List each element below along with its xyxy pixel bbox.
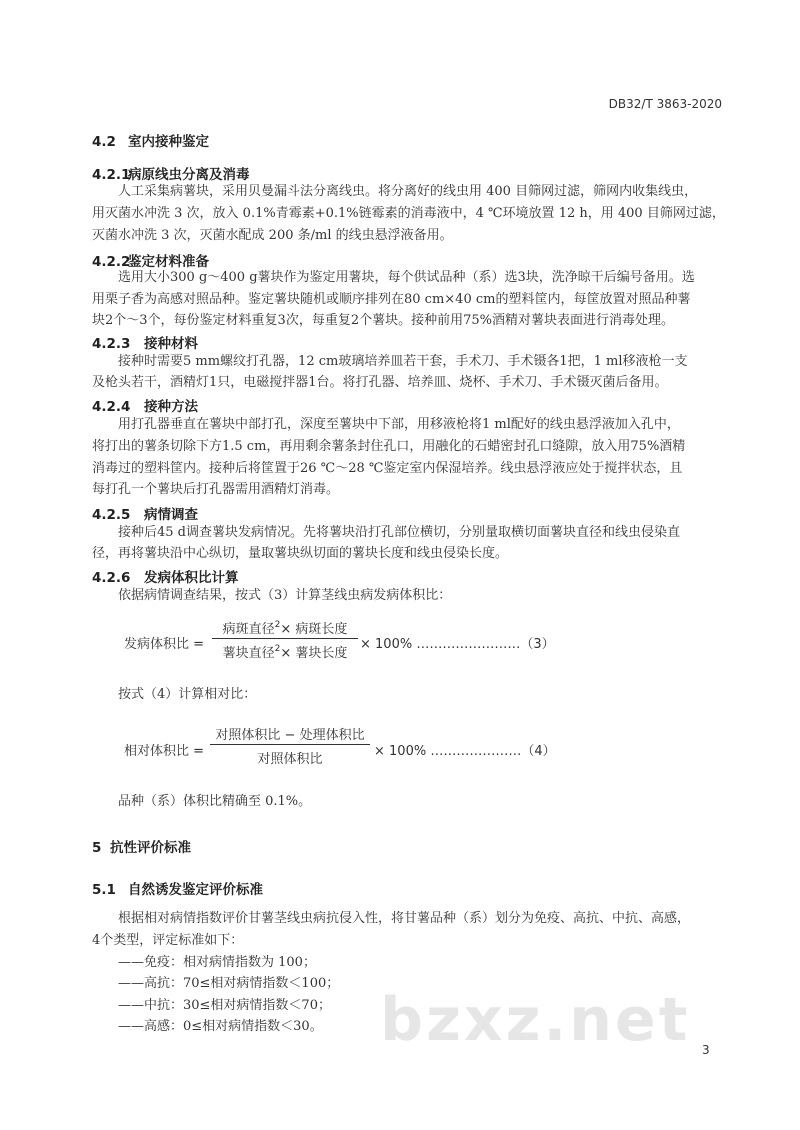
list-item: ——免疫：相对病情指数为 100；: [118, 955, 316, 970]
section-number: 4.2.4: [92, 399, 131, 415]
section-4-2-heading: [92, 130, 209, 150]
formula-3-lhs: 发病体积比 =: [124, 637, 205, 652]
section-4-2-6-heading: [92, 566, 239, 586]
section-number: 4.2.1: [92, 167, 131, 183]
section-number: 4.2: [92, 134, 116, 150]
section-number: 4.2.6: [92, 570, 131, 586]
formula-term: 病斑直径: [222, 622, 275, 637]
paragraph-line: 用打孔器垂直在薯块中部打孔，深度至薯块中下部，用移液枪将1 ml配好的线虫悬浮液加入孔中，: [118, 417, 680, 432]
paragraph-line: 块2个～3个，每份鉴定材料重复3次，每重复2个薯块。接种前用75%酒精对薯块表面进行消毒处理。: [92, 313, 674, 328]
section-4-2-2-heading: [92, 250, 209, 270]
formula-4-fraction: [210, 724, 370, 768]
section-4-2-1-heading: [92, 163, 250, 183]
formula-4-lhs: 相对体积比 =: [124, 744, 205, 759]
section-title: 发病体积比计算: [144, 570, 239, 586]
section-title: 自然诱发鉴定评价标准: [128, 882, 263, 898]
section-title: 接种方法: [144, 399, 198, 415]
formula-3-denominator: [212, 639, 358, 662]
section-4-2-3-heading: [92, 332, 198, 352]
formula-3-numerator: [212, 618, 358, 638]
paragraph-line: 灭菌水冲洗 3 次，灭菌水配成 200 条/ml 的线虫悬浮液备用。: [92, 228, 453, 243]
paragraph-line: 接种后45 d调查薯块发病情况。先将薯块沿打孔部位横切，分别量取横切面薯块直径和线虫侵染直: [118, 525, 680, 540]
formula-term: × 薯块长度: [280, 646, 348, 661]
watermark: bzxz.net: [380, 985, 691, 1055]
paragraph-line: 用栗子香为高感对照品种。鉴定薯块随机或顺序排列在80 cm×40 cm的塑料筐内，每筐放置对照品种薯: [92, 292, 691, 307]
section-title: 室内接种鉴定: [128, 134, 209, 150]
formula-term: × 病斑长度: [280, 622, 348, 637]
list-item: ——高抗：70≤相对病情指数＜100；: [118, 976, 340, 991]
formula-4-numerator: 对照体积比 − 处理体积比: [215, 728, 365, 743]
section-title: 病情调查: [144, 507, 198, 523]
exponent: 2: [274, 620, 281, 630]
paragraph-line: 根据相对病情指数评价甘薯茎线虫病抗侵入性，将甘薯品种（系）划分为免疫、高抗、中抗、高感，: [118, 911, 691, 926]
formula-4-tail: × 100% …………………（4）: [374, 744, 556, 759]
paragraph-line: 选用大小300 g～400 g薯块作为鉴定用薯块，每个供试品种（系）选3块，洗净晾干后编号备用。选: [118, 270, 695, 285]
formula-term: 薯块直径: [222, 646, 275, 661]
formula-3-fraction: [212, 618, 358, 662]
section-number: 4.2.3: [92, 336, 131, 352]
section-number: 4.2.5: [92, 507, 131, 523]
exponent: 2: [274, 644, 281, 654]
section-5-heading: [92, 836, 191, 856]
paragraph-line: 径，再将薯块沿中心纵切，量取薯块纵切面的薯块长度和线虫侵染长度。: [92, 546, 509, 561]
standard-number: DB32/T 3863-2020: [608, 97, 722, 111]
section-5-1-heading: [92, 878, 263, 898]
section-title: 病原线虫分离及消毒: [128, 167, 250, 183]
paragraph-line: 人工采集病薯块，采用贝曼漏斗法分离线虫。将分离好的线虫用 400 目筛网过滤，筛网内收集线虫，: [118, 184, 698, 199]
paragraph-line: 用灭菌水冲洗 3 次，放入 0.1%青霉素+0.1%链霉素的消毒液中，4 ℃环境放置 12 h，用 400 目筛网过滤，: [92, 206, 725, 221]
paragraph-line: 按式（4）计算相对比：: [118, 687, 257, 702]
paragraph-line: 接种时需要5 mm螺纹打孔器，12 cm玻璃培养皿若干套，手术刀、手术镊各1把，1 ml移液枪一支: [118, 354, 688, 369]
section-number: 5: [92, 840, 102, 856]
formula-3-tail: × 100% ……………………（3）: [360, 637, 555, 652]
section-title: 鉴定材料准备: [128, 254, 209, 270]
section-number: 4.2.2: [92, 254, 131, 270]
paragraph-line: 品种（系）体积比精确至 0.1%。: [118, 794, 312, 809]
paragraph-line: 消毒过的塑料筐内。接种后将筐置于26 ℃～28 ℃鉴定室内保湿培养。线虫悬浮液应处于搅拌状态，且: [92, 461, 683, 476]
paragraph-line: 将打出的薯条切除下方1.5 cm，再用剩余薯条封住孔口，用融化的石蜡密封孔口缝隙，放入用75%酒精: [92, 439, 686, 454]
section-title: 接种材料: [144, 336, 198, 352]
list-item: ——中抗：30≤相对病情指数＜70；: [118, 998, 331, 1013]
formula-4-denominator: 对照体积比: [257, 752, 323, 767]
page-number: 3: [702, 1043, 710, 1057]
section-number: 5.1: [92, 882, 116, 898]
paragraph-line: 每打孔一个薯块后打孔器需用酒精灯消毒。: [92, 482, 340, 497]
section-title: 抗性评价标准: [110, 840, 191, 856]
section-4-2-5-heading: [92, 503, 198, 523]
list-item: ——高感：0≤相对病情指数＜30。: [118, 1019, 323, 1034]
paragraph-line: 依据病情调查结果，按式（3）计算茎线虫病发病体积比：: [118, 588, 452, 603]
paragraph-line: 4个类型，评定标准如下：: [92, 933, 244, 948]
paragraph-line: 及枪头若干，酒精灯1只，电磁搅拌器1台。将打孔器、培养皿、烧杯、手术刀、手术镊灭菌后备用。: [92, 375, 668, 390]
section-4-2-4-heading: [92, 395, 198, 415]
